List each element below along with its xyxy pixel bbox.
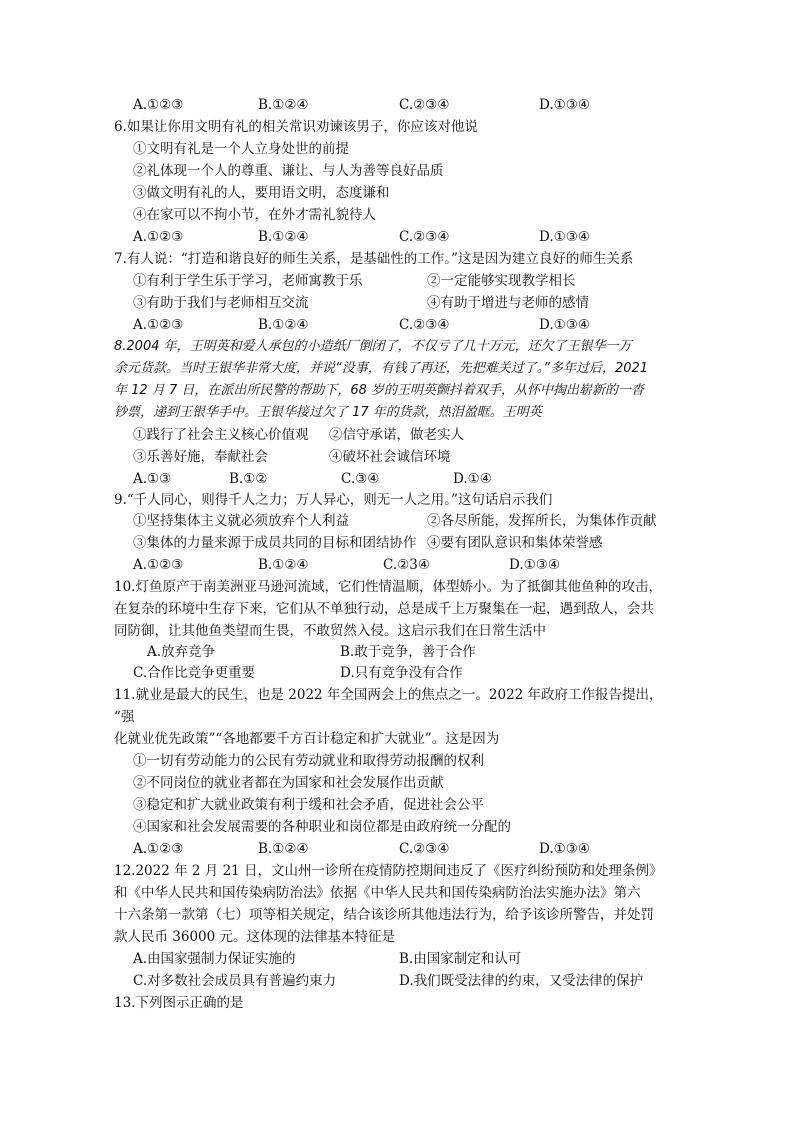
q12-option-d: D.我们既受法律的约束，又受法律的保护 <box>399 973 644 989</box>
q6-option-b: B.①②④ <box>258 229 309 245</box>
q10-option-b: B.敢于竞争，善于合作 <box>340 644 476 660</box>
q9-items-row-2 <box>133 534 693 552</box>
q10-stem-line-3: 同防御，让其他鱼类望而生畏，不敢贸然入侵。这启示我们在日常生活中 <box>114 623 546 639</box>
q7-item-1: ①有利于学生乐于学习，老师寓教于乐 <box>133 273 363 289</box>
q6-option-d: D.①③④ <box>539 229 590 245</box>
q7-item-4: ④有助于增进与老师的感情 <box>427 295 589 311</box>
q10-options-row-1 <box>133 643 693 661</box>
q8-option-b: B.①② <box>229 471 268 487</box>
q11-stem-line-1: 11.就业是最大的民生，也是 2022 年全国两会上的焦点之一。2022 年政府工作报告提出， <box>114 687 663 703</box>
q12-stem-line-3: 十六条第一款第（七）项等相关规定，结合该诊所其他违法行为，给予该诊所警告，并处罚 <box>114 907 654 923</box>
q10-stem-line-2: 在复杂的环境中生存下来，它们从不单独行动，总是成千上万聚集在一起，遇到敌人，会共 <box>114 601 654 617</box>
q7-options <box>133 316 693 334</box>
q8-stem-line-3: 年 12 月 7 日，在派出所民警的帮助下，68 岁的王明英颤抖着双手，从怀中掏出崭新的一沓 <box>114 383 645 398</box>
q7-item-2: ②一定能够实现教学相长 <box>427 273 576 289</box>
q12-option-b: B.由国家制定和认可 <box>399 951 522 967</box>
q11-option-d: D.①③④ <box>539 841 590 857</box>
q8-item-1: ①践行了社会主义核心价值观 <box>133 427 309 443</box>
q9-option-a: A.①②③ <box>133 557 184 573</box>
q7-option-b: B.①②④ <box>258 317 309 333</box>
q9-option-d: D.①③④ <box>509 557 560 573</box>
q10-option-a: A.放弃竞争 <box>147 644 216 660</box>
q7-option-c: C.②③④ <box>399 317 450 333</box>
q11-stem-line-2: “强 <box>114 709 135 725</box>
q11-item-1: ①一切有劳动能力的公民有劳动就业和取得劳动报酬的权利 <box>133 753 484 769</box>
q8-option-d: D.①④ <box>453 471 492 487</box>
q9-stem: 9.“千人同心，则得千人之力；万人异心，则无一人之用。”这句话启示我们 <box>114 492 553 508</box>
q8-stem-line-4: 钞票，递到王银华手中。王银华接过欠了 17 年的货款，热泪盈眶。王明英 <box>114 405 542 420</box>
q11-options <box>133 840 693 858</box>
q9-item-1: ①坚持集体主义就必须放弃个人利益 <box>133 513 349 529</box>
q11-item-3: ③稳定和扩大就业政策有利于缓和社会矛盾，促进社会公平 <box>133 797 484 813</box>
q8-item-3: ③乐善好施，奉献社会 <box>133 449 268 465</box>
q12-options-row-2 <box>133 972 693 990</box>
q7-items-row-1 <box>133 272 693 290</box>
q9-item-2: ②各尽所能，发挥所长，为集体作贡献 <box>427 513 657 529</box>
q7-option-d: D.①③④ <box>539 317 590 333</box>
q11-option-b: B.①②④ <box>258 841 309 857</box>
q9-option-b: B.①②④ <box>258 557 309 573</box>
q10-option-c: C.合作比竞争更重要 <box>133 665 256 681</box>
q11-item-2: ②不同岗位的就业者都在为国家和社会发展作出贡献 <box>133 775 444 791</box>
q10-stem-line-1: 10.灯鱼原产于南美洲亚马逊河流域，它们性情温顺，体型娇小。为了抵御其他鱼种的攻击， <box>114 579 662 595</box>
q9-items-row-1 <box>133 512 693 530</box>
q10-options-row-2 <box>133 664 693 682</box>
q7-items-row-2 <box>133 294 693 312</box>
q9-item-3: ③集体的力量来源于成员共同的目标和团结协作 <box>133 535 417 551</box>
q9-options <box>133 556 693 574</box>
q6-item-4: ④在家可以不拘小节，在外才需礼貌待人 <box>133 207 376 223</box>
q12-stem-line-4: 款人民币 36000 元。这体现的法律基本特征是 <box>114 929 396 945</box>
q11-stem-line-3: 化就业优先政策”“各地都要千方百计稳定和扩大就业”。这是因为 <box>114 731 500 747</box>
q12-stem-line-2: 和《中华人民共和国传染病防治法》依据《中华人民共和国传染病防治法实施办法》第六 <box>114 885 641 901</box>
q6-option-c: C.②③④ <box>399 229 450 245</box>
q7-stem: 7.有人说：“打造和谐良好的师生关系，是基础性的工作。”这是因为建立良好的师生关系 <box>114 251 634 267</box>
q5-option-a: A.①②③ <box>133 97 184 113</box>
q5-options <box>133 96 693 114</box>
q12-stem-line-1: 12.2022 年 2 月 21 日，文山州一诊所在疫情防控期间违反了《医疗纠纷预防和处理条例》 <box>114 863 663 879</box>
q8-stem-line-1: 8.2004 年，王明英和爱人承包的小造纸厂倒闭了，不仅亏了几十万元，还欠了王银华一万 <box>114 339 632 354</box>
q13-stem: 13.下列图示正确的是 <box>114 995 244 1011</box>
q7-item-3: ③有助于我们与老师相互交流 <box>133 295 309 311</box>
q8-option-a: A.①③ <box>133 471 172 487</box>
q5-option-c: C.②③④ <box>399 97 450 113</box>
q12-option-c: C.对多数社会成员具有普遍约束力 <box>133 973 337 989</box>
q8-item-4: ④破坏社会诚信环境 <box>329 449 451 465</box>
q8-items-row-1 <box>133 426 693 444</box>
q11-option-a: A.①②③ <box>133 841 184 857</box>
q6-item-1: ①文明有礼是一个人立身处世的前提 <box>133 141 349 157</box>
q9-item-4: ④要有团队意识和集体荣誉感 <box>427 535 603 551</box>
q12-options-row-1 <box>133 950 693 968</box>
q8-item-2: ②信守承诺，做老实人 <box>329 427 464 443</box>
q8-options <box>133 470 693 488</box>
q12-option-a: A.由国家强制力保证实施的 <box>133 951 296 967</box>
q5-option-d: D.①③④ <box>539 97 590 113</box>
q10-option-d: D.只有竞争没有合作 <box>340 665 463 681</box>
q5-option-b: B.①②④ <box>258 97 309 113</box>
q8-items-row-2 <box>133 448 693 466</box>
q11-option-c: C.②③④ <box>399 841 450 857</box>
q7-option-a: A.①②③ <box>133 317 184 333</box>
q6-item-3: ③做文明有礼的人，要用语文明，态度谦和 <box>133 185 390 201</box>
q6-stem: 6.如果让你用文明有礼的相关常识劝谏该男子，你应该对他说 <box>114 119 478 135</box>
q6-item-2: ②礼体现一个人的尊重、谦让、与人为善等良好品质 <box>133 163 444 179</box>
q8-stem-line-2: 余元货款。当时王银华非常大度，并说“没事，有钱了再还，先把难关过了。”多年过后，2021 <box>114 361 649 376</box>
q8-option-c: C.③④ <box>341 471 380 487</box>
q9-option-c: C.②3④ <box>383 557 430 573</box>
q11-item-4: ④国家和社会发展需要的各种职业和岗位都是由政府统一分配的 <box>133 819 511 835</box>
q6-options <box>133 228 693 246</box>
q6-option-a: A.①②③ <box>133 229 184 245</box>
